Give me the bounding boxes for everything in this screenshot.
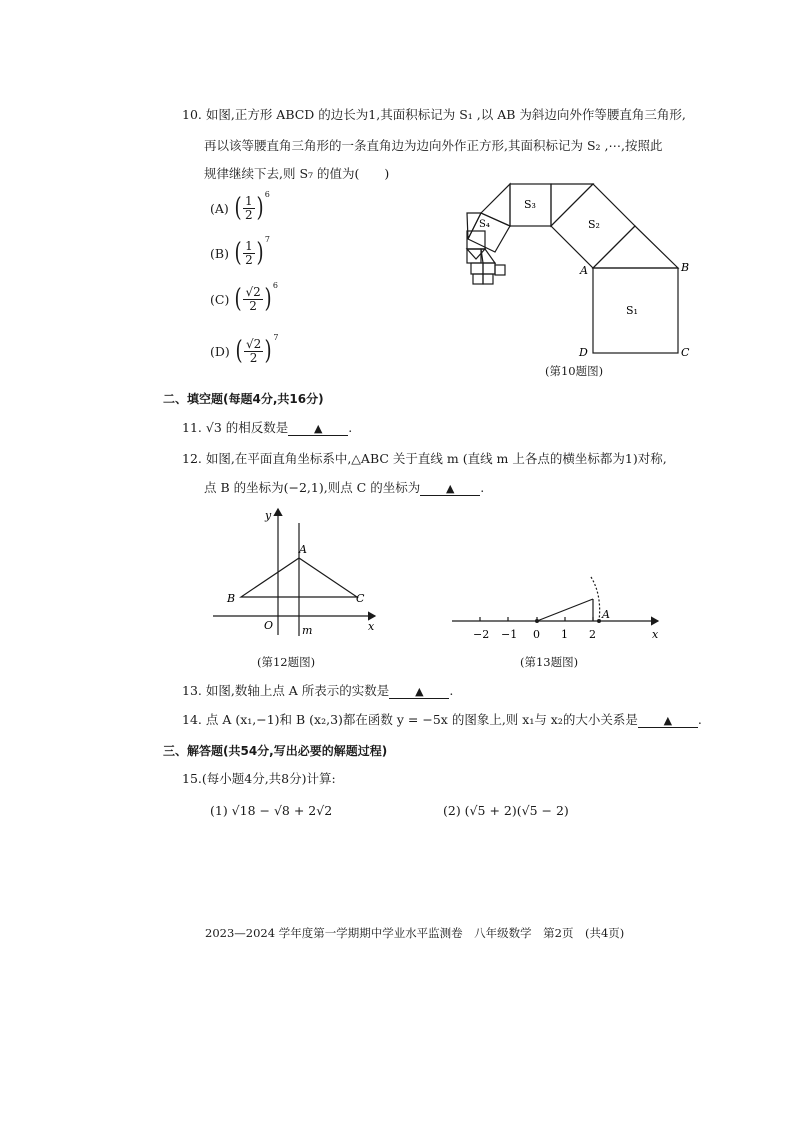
q12-figure xyxy=(205,503,385,643)
option-label: (D) xyxy=(210,343,230,359)
tick-1: 1 xyxy=(561,628,568,641)
q13 xyxy=(182,683,453,699)
q10-line3: 规律继续下去,则 S₇ 的值为( ) xyxy=(204,166,390,181)
fraction-denominator: 2 xyxy=(244,207,253,222)
fraction-denominator: 2 xyxy=(249,298,257,313)
tick-neg1: −1 xyxy=(501,628,518,641)
triangle-mark-icon: ▲ xyxy=(446,482,455,495)
option-label: (B) xyxy=(210,245,229,261)
triangle-mark-icon: ▲ xyxy=(314,422,323,435)
q15-part1: (1) √18 − √8 + 2√2 xyxy=(210,803,333,818)
exponent: 7 xyxy=(264,234,270,244)
q10-option-b: (B) ( $\frac{1}{2}$ ) 7 xyxy=(210,234,270,269)
q10-option-c: (C) ( $\frac{√2}{2}$ ) 6 xyxy=(210,280,279,315)
label-c: C xyxy=(356,592,365,605)
triangle-ab xyxy=(593,226,678,268)
q10-option-d: (D) ( $\frac{√2}{2}$ ) 7 xyxy=(210,332,279,367)
period: . xyxy=(697,712,702,727)
label-s3: S₃ xyxy=(524,198,536,211)
q13-caption: (第13题图) xyxy=(520,655,579,669)
q13-answer-blank xyxy=(389,683,449,699)
page-footer: 2023—2024 学年度第一学期期中学业水平监测卷 八年级数学 第2页 (共4页) xyxy=(205,926,625,940)
q11-answer-blank xyxy=(288,420,348,436)
period: . xyxy=(449,683,454,698)
fraction-numerator: √2 xyxy=(245,337,262,351)
q11-text: 11. √3 的相反数是 xyxy=(182,420,289,435)
triangle-mark-icon: ▲ xyxy=(415,685,424,698)
q10-caption: (第10题图) xyxy=(545,364,604,378)
label-a: A xyxy=(299,543,307,556)
q11 xyxy=(182,420,352,436)
label-s4: S₄ xyxy=(479,219,490,230)
q10-line1: 10. 如图,正方形 ABCD 的边长为1,其面积标记为 S₁ ,以 AB 为斜边向外作等腰直角三角形, xyxy=(182,107,686,122)
fraction-denominator: 2 xyxy=(245,252,253,267)
fraction-numerator: 1 xyxy=(245,239,253,253)
q12-line2 xyxy=(204,480,484,496)
label-o: O xyxy=(264,619,274,632)
fraction-numerator: 1 xyxy=(244,194,253,208)
q10-figure xyxy=(455,175,705,365)
triangle-mark-icon: ▲ xyxy=(663,714,673,727)
label-b: B xyxy=(227,592,236,605)
q12-line1: 12. 如图,在平面直角坐标系中,△ABC 关于直线 m (直线 m 上各点的横坐标都为1)对称, xyxy=(182,451,667,466)
label-d: D xyxy=(579,346,588,359)
option-label: (C) xyxy=(210,291,230,307)
fraction-denominator: 2 xyxy=(249,350,258,365)
period: . xyxy=(480,480,485,495)
q12-caption: (第12题图) xyxy=(257,655,316,669)
q13-text: 13. 如图,数轴上点 A 所表示的实数是 xyxy=(182,683,390,698)
label-y: y xyxy=(265,509,272,522)
section-2-heading: 二、填空题(每题4分,共16分) xyxy=(163,392,324,406)
exponent: 7 xyxy=(273,332,279,342)
label-c: C xyxy=(681,346,690,359)
q12-answer-blank xyxy=(420,480,480,496)
exponent: 6 xyxy=(272,280,279,290)
label-x: x xyxy=(368,620,375,633)
q12-text: 点 B 的坐标为(−2,1),则点 C 的坐标为 xyxy=(204,480,421,495)
option-label: (A) xyxy=(210,200,229,216)
label-x: x xyxy=(652,628,659,641)
tick-0: 0 xyxy=(533,628,540,641)
triangle-2 xyxy=(551,184,593,226)
q13-figure xyxy=(450,570,665,645)
q15-intro: 15.(每小题4分,共8分)计算: xyxy=(182,771,336,786)
tick-2: 2 xyxy=(589,628,596,641)
q14-answer-blank xyxy=(638,712,698,728)
section-3-heading: 三、解答题(共54分,写出必要的解题过程) xyxy=(163,744,388,758)
q10-option-a: (A) ( $\frac{1}{2}$ ) 6 xyxy=(210,189,270,224)
label-a: A xyxy=(580,264,588,277)
label-s1: S₁ xyxy=(626,304,638,317)
label-m: m xyxy=(302,624,313,637)
q14-text: 14. 点 A (x₁,−1)和 B (x₂,3)都在函数 y = −5x 的图象上,则 x₁与 x₂的大小关系是 xyxy=(182,712,638,727)
label-b: B xyxy=(681,261,690,274)
fraction-numerator: √2 xyxy=(245,285,261,299)
tick-neg2: −2 xyxy=(473,628,490,641)
q14 xyxy=(182,712,702,728)
exponent: 6 xyxy=(264,189,270,199)
label-s2: S₂ xyxy=(588,218,600,231)
q10-line2: 再以该等腰直角三角形的一条直角边为边向外作正方形,其面积标记为 S₂ ,⋯,按照此 xyxy=(204,138,663,153)
label-a: A xyxy=(602,608,610,621)
period: . xyxy=(348,420,353,435)
q15-part2: (2) (√5 + 2)(√5 − 2) xyxy=(443,803,569,818)
